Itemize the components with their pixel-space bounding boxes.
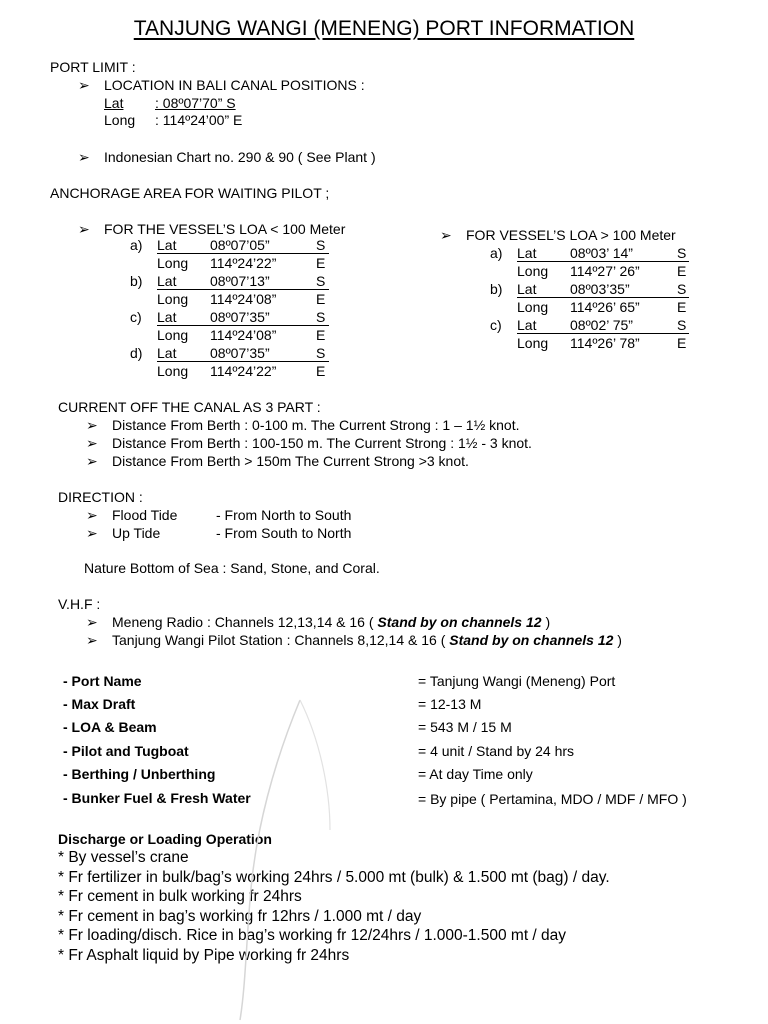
- spec-label: - Port Name: [63, 673, 142, 689]
- long-value: 114º24’08”: [210, 327, 277, 343]
- port-lat-label: Lat: [104, 95, 124, 111]
- arrow-bullet-icon: ➢: [86, 453, 98, 469]
- nature-bottom: Nature Bottom of Sea : Sand, Stone, and Coral.: [84, 560, 380, 576]
- direction-item: ➢ Flood Tide: [86, 507, 178, 523]
- arrow-bullet-icon: ➢: [86, 417, 98, 433]
- spec-label: - Berthing / Unberthing: [63, 766, 216, 782]
- long-value: 114º24’08”: [210, 291, 277, 307]
- lat-value: 08º07’05”: [210, 237, 270, 253]
- long-value: 114º26’ 78”: [570, 335, 640, 351]
- spec-label: - Pilot and Tugboat: [63, 743, 189, 759]
- direction-heading: DIRECTION :: [58, 489, 143, 505]
- lat-underline: [517, 333, 689, 334]
- long-label: Long: [157, 327, 189, 343]
- current-item: ➢ Distance From Berth : 0-100 m. The Current Strong : 1 – 1½ knot.: [86, 417, 520, 433]
- lat-label: Lat: [157, 309, 177, 325]
- lat-underline: [517, 297, 689, 298]
- long-direction: E: [677, 335, 687, 351]
- operation-item: * Fr Asphalt liquid by Pipe working fr 24hrs: [58, 947, 350, 964]
- lat-value: 08º03’35”: [570, 281, 630, 297]
- row-letter: a): [490, 245, 503, 261]
- long-direction: E: [316, 327, 326, 343]
- lat-direction: S: [677, 281, 687, 297]
- arrow-bullet-icon: ➢: [86, 632, 98, 648]
- lat-direction: S: [316, 237, 326, 253]
- long-direction: E: [316, 255, 326, 271]
- anchorage-heading: ANCHORAGE AREA FOR WAITING PILOT ;: [50, 185, 330, 201]
- port-long-label: Long: [104, 112, 136, 128]
- spec-value: = By pipe ( Pertamina, MDO / MDF / MFO ): [418, 791, 687, 807]
- arrow-bullet-icon: ➢: [440, 227, 452, 243]
- long-label: Long: [157, 291, 189, 307]
- operation-item: * Fr fertilizer in bulk/bag’s working 24hrs / 5.000 mt (bulk) & 1.500 mt (bag) / day.: [58, 869, 610, 886]
- direction-value: - From North to South: [216, 507, 352, 523]
- long-direction: E: [316, 291, 326, 307]
- lat-underline: [157, 253, 329, 254]
- operation-item: * Fr cement in bag’s working fr 12hrs / 1.000 mt / day: [58, 908, 422, 925]
- lat-underline: [517, 261, 689, 262]
- lat-direction: S: [677, 245, 687, 261]
- row-letter: b): [130, 273, 143, 289]
- long-value: 114º26’ 65”: [570, 299, 640, 315]
- current-heading: CURRENT OFF THE CANAL AS 3 PART :: [58, 399, 321, 415]
- spec-label: - Max Draft: [63, 696, 136, 712]
- arrow-bullet-icon: ➢: [86, 614, 98, 630]
- lat-value: 08º03’ 14”: [570, 245, 633, 261]
- long-label: Long: [517, 335, 549, 351]
- lat-value: 08º07’35”: [210, 345, 270, 361]
- long-value: 114º24’22”: [210, 255, 277, 271]
- lat-label: Lat: [157, 345, 177, 361]
- direction-item: ➢ Up Tide: [86, 525, 161, 541]
- arrow-bullet-icon: ➢: [86, 435, 98, 451]
- vhf-item: ➢ Tanjung Wangi Pilot Station : Channels 8,12,14 & 16 ( Stand by on channels 12 ): [86, 632, 622, 648]
- anchorage-small-label: ➢ FOR THE VESSEL’S LOA < 100 Meter: [78, 221, 346, 237]
- spec-value: = 12-13 M: [418, 696, 482, 712]
- lat-value: 08º07’13”: [210, 273, 270, 289]
- long-value: 114º24’22”: [210, 363, 277, 379]
- operation-item: * Fr loading/disch. Rice in bag’s working fr 12/24hrs / 1.000-1.500 mt / day: [58, 927, 567, 944]
- lat-direction: S: [316, 309, 326, 325]
- anchorage-large-label: ➢ FOR VESSEL’S LOA > 100 Meter: [440, 227, 676, 243]
- spec-label: - LOA & Beam: [63, 719, 157, 735]
- current-item: ➢ Distance From Berth > 150m The Current Strong >3 knot.: [86, 453, 469, 469]
- port-long-value: : 114º24’00” E: [155, 112, 243, 128]
- long-label: Long: [517, 263, 549, 279]
- spec-value: = 4 unit / Stand by 24 hrs: [418, 743, 575, 759]
- lat-label: Lat: [157, 237, 177, 253]
- operation-item: * By vessel’s crane: [58, 849, 189, 866]
- vhf-heading: V.H.F :: [58, 596, 101, 612]
- lat-label: Lat: [517, 281, 537, 297]
- spec-label: - Bunker Fuel & Fresh Water: [63, 790, 251, 806]
- arrow-bullet-icon: ➢: [86, 507, 98, 523]
- long-value: 114º27’ 26”: [570, 263, 640, 279]
- port-lat-value: : 08º07’70” S: [155, 95, 236, 111]
- lat-label: Lat: [157, 273, 177, 289]
- lat-value: 08º07’35”: [210, 309, 270, 325]
- long-direction: E: [677, 263, 687, 279]
- arrow-bullet-icon: ➢: [78, 221, 90, 237]
- lat-underline: [157, 361, 329, 362]
- lat-direction: S: [677, 317, 687, 333]
- lat-value: 08º02’ 75”: [570, 317, 633, 333]
- port-limit-heading: PORT LIMIT :: [50, 59, 136, 75]
- long-direction: E: [316, 363, 326, 379]
- arrow-bullet-icon: ➢: [86, 525, 98, 541]
- operations-heading: Discharge or Loading Operation: [58, 831, 272, 847]
- lat-label: Lat: [517, 245, 537, 261]
- spec-value: = 543 M / 15 M: [418, 719, 512, 735]
- spec-value: = At day Time only: [418, 766, 533, 782]
- direction-value: - From South to North: [216, 525, 352, 541]
- long-label: Long: [517, 299, 549, 315]
- row-letter: a): [130, 237, 143, 253]
- row-letter: b): [490, 281, 503, 297]
- lat-direction: S: [316, 273, 326, 289]
- long-label: Long: [157, 255, 189, 271]
- page-title: TANJUNG WANGI (MENENG) PORT INFORMATION: [133, 17, 635, 40]
- long-label: Long: [157, 363, 189, 379]
- vhf-item: ➢ Meneng Radio : Channels 12,13,14 & 16 ( Stand by on channels 12 ): [86, 614, 551, 630]
- row-letter: d): [130, 345, 143, 361]
- row-letter: c): [130, 309, 142, 325]
- chart-note-item: ➢ Indonesian Chart no. 290 & 90 ( See Plant ): [78, 149, 376, 165]
- arrow-bullet-icon: ➢: [78, 77, 90, 93]
- lat-direction: S: [316, 345, 326, 361]
- arrow-bullet-icon: ➢: [78, 149, 90, 165]
- current-item: ➢ Distance From Berth : 100-150 m. The Current Strong : 1½ - 3 knot.: [86, 435, 532, 451]
- row-letter: c): [490, 317, 502, 333]
- operation-item: * Fr cement in bulk working fr 24hrs: [58, 888, 302, 905]
- long-direction: E: [677, 299, 687, 315]
- spec-value: = Tanjung Wangi (Meneng) Port: [418, 673, 616, 689]
- lat-underline: [157, 325, 329, 326]
- lat-underline: [157, 289, 329, 290]
- lat-label: Lat: [517, 317, 537, 333]
- location-item: ➢ LOCATION IN BALI CANAL POSITIONS :: [78, 77, 365, 93]
